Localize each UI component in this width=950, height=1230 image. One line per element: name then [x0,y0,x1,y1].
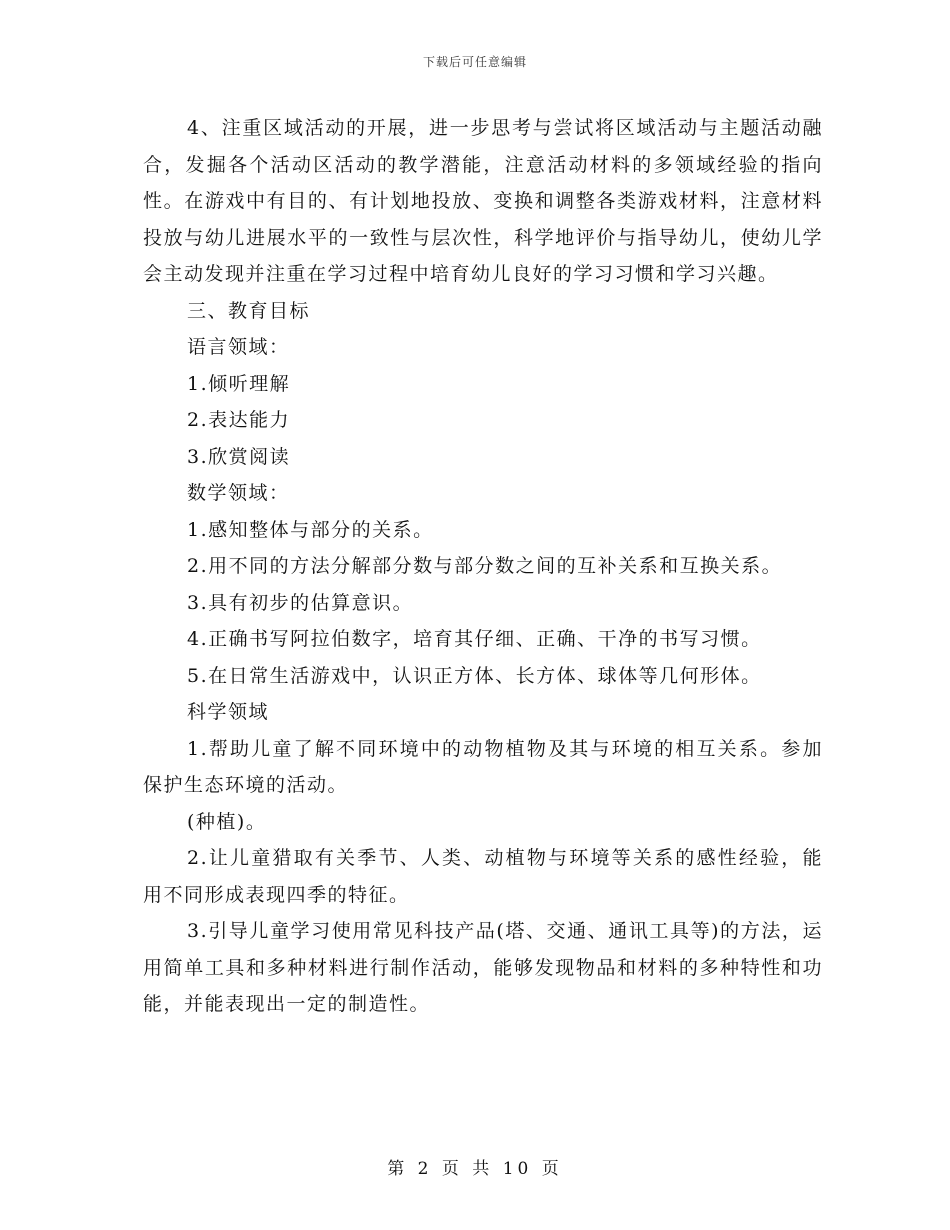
science-item-1: 1.帮助儿童了解不同环境中的动物植物及其与环境的相互关系。参加保护生态环境的活动。 [143,737,823,796]
subheading-science-domain: 科学领域 [187,701,270,723]
science-item-3: 3.引导儿童学习使用常见科技产品(塔、交通、通讯工具等)的方法，运用简单工具和多种材料进行制作活动，能够发现物品和材料的多种特性和功能，并能表现出一定的制造性。 [143,920,823,1015]
math-item-3: 3.具有初步的估算意识。 [187,591,414,614]
page-header: 下载后可任意编辑 [422,55,527,69]
language-item-3: 3.欣赏阅读 [187,445,291,468]
math-item-5: 5.在日常生活游戏中，认识正方体、长方体、球体等几何形体。 [187,664,762,687]
subheading-language-domain: 语言领域： [187,336,290,358]
math-item-4: 4.正确书写阿拉伯数字，培育其仔细、正确、干净的书写习惯。 [187,628,762,650]
language-item-1: 1.倾听理解 [187,372,291,395]
math-item-1: 1.感知整体与部分的关系。 [187,518,434,541]
subheading-math-domain: 数学领域： [187,482,290,504]
paragraph-regional-activities: 4、注重区域活动的开展，进一步思考与尝试将区域活动与主题活动融合，发掘各个活动区活动的教学潜能，注意活动材料的多领域经验的指向性。在游戏中有目的、有计划地投放、变换和调整各类游戏材料，注意材料投放与幼儿进展水平的一致性与层次性，科学地评价与指导幼儿，使幼儿学会主动发现并注重在学习过程中培育幼儿良好的学习习惯和学习兴趣。 [143,117,823,285]
math-item-2: 2.用不同的方法分解部分数与部分数之间的互补关系和互换关系。 [187,555,783,577]
page-footer: 第 2 页 共 10 页 [387,1159,563,1179]
document-body [143,110,823,1023]
language-item-2: 2.表达能力 [187,409,291,431]
science-item-1-note: (种植)。 [187,810,267,833]
section-heading-education-goals: 三、教育目标 [187,299,311,322]
science-item-2: 2.让儿童猎取有关季节、人类、动植物与环境等关系的感性经验，能用不同形成表现四季的特征。 [143,847,823,906]
